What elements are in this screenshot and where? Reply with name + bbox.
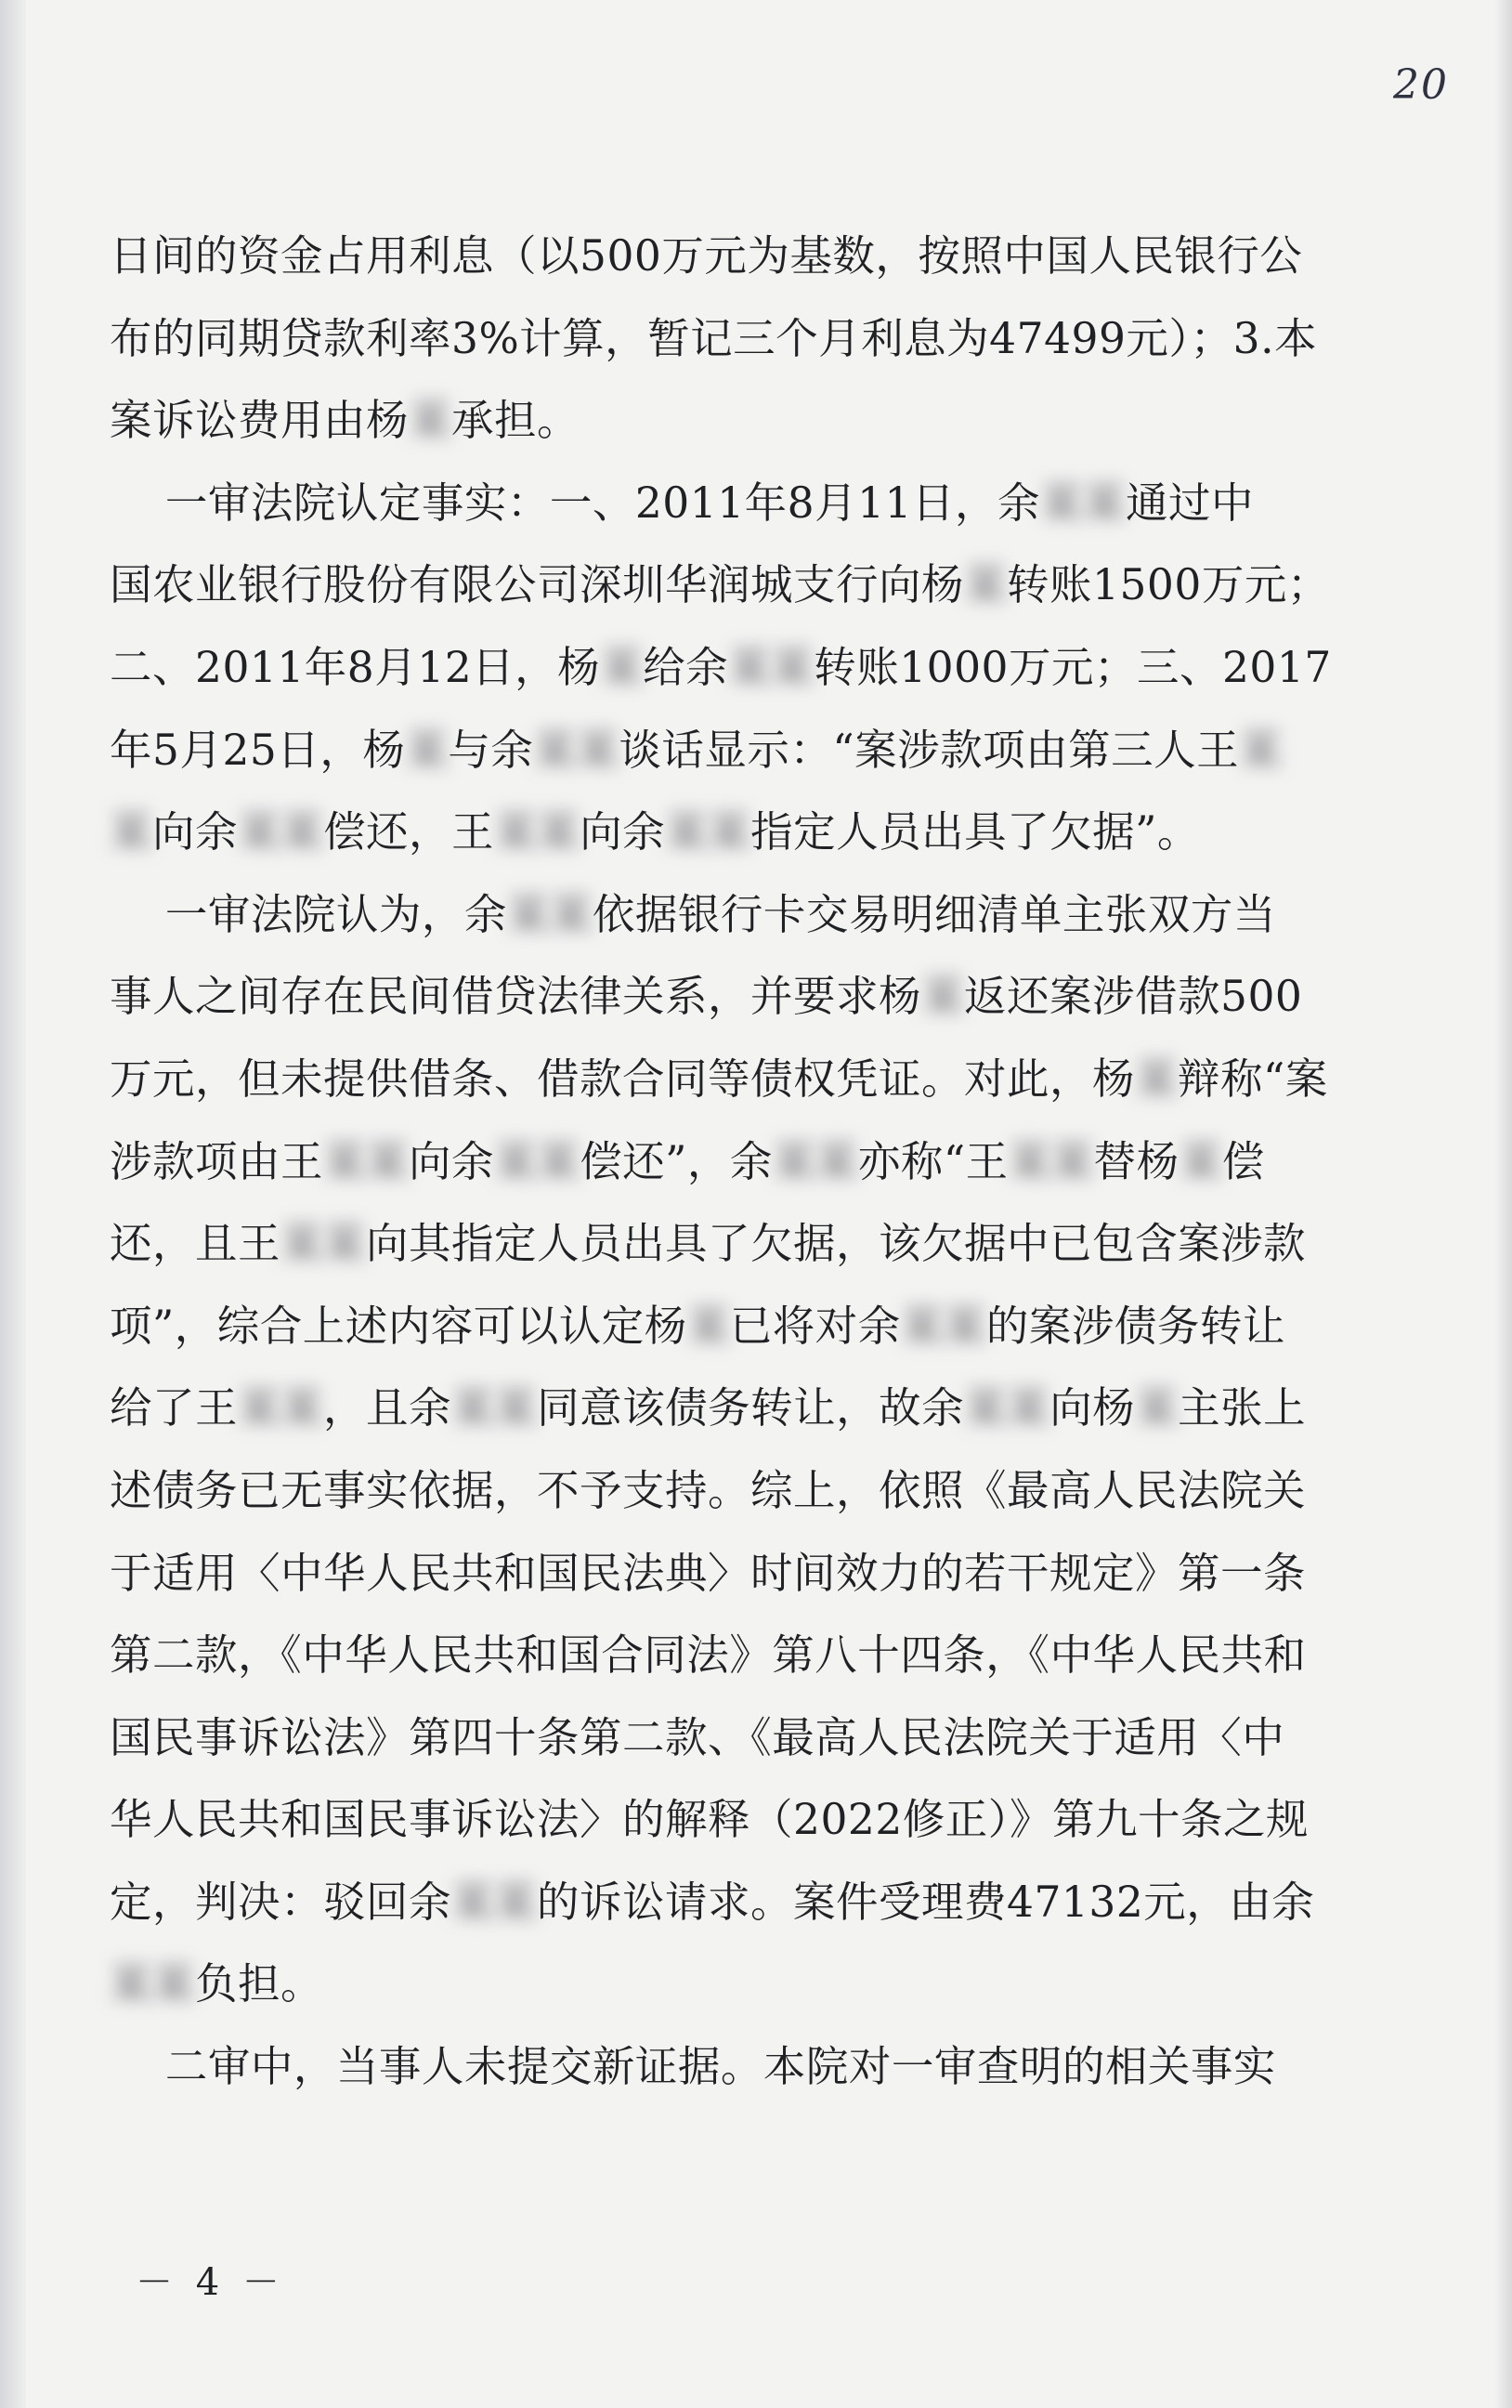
redacted-name: 某某 <box>1040 478 1127 528</box>
text-line <box>110 1615 1317 1697</box>
text-segment: 偿还”，余 <box>580 1136 773 1186</box>
text-segment: 一审法院认定事实：一、2011年8月11日，余 <box>110 478 1040 528</box>
text-segment: 亦称“王 <box>857 1136 1009 1186</box>
redacted-name: 某某 <box>238 1383 324 1433</box>
redacted-name: 某 <box>405 725 449 775</box>
redacted-name: 某 <box>964 560 1008 610</box>
text-segment: 向其指定人员出具了欠据，该欠据中已包含案涉款 <box>366 1219 1307 1269</box>
text-segment: 年5月25日，杨 <box>110 725 406 775</box>
text-segment: 案诉讼费用由杨 <box>110 396 410 446</box>
redacted-name: 某某 <box>494 1136 580 1186</box>
redacted-name: 某某 <box>964 1383 1050 1433</box>
text-segment: 转账1500万元； <box>1007 560 1330 610</box>
redacted-name: 某某 <box>280 1219 367 1269</box>
text-segment: 同意该债务转让，故余 <box>537 1383 965 1433</box>
text-line <box>110 1286 1317 1368</box>
text-segment: 项”，综合上述内容可以认定杨 <box>110 1301 687 1351</box>
text-segment: 述债务已无事实依据，不予支持。综上，依照《最高人民法院关 <box>110 1465 1307 1515</box>
text-line <box>110 1862 1317 1944</box>
redacted-name: 某某 <box>451 1383 538 1433</box>
text-line <box>110 1450 1317 1533</box>
handwritten-page-number: 20 <box>1393 61 1449 109</box>
text-line <box>110 544 1330 627</box>
text-line <box>110 1533 1317 1616</box>
text-segment: 辩称“案 <box>1178 1054 1328 1104</box>
text-segment: 一审法院认为，余 <box>110 889 507 939</box>
redacted-name: 某 <box>1239 725 1283 775</box>
text-line <box>110 627 1332 710</box>
scan-right-edge-shadow <box>1495 0 1512 2408</box>
redacted-name: 某 <box>686 1301 730 1351</box>
redacted-name: 某某 <box>323 1136 410 1186</box>
text-segment: 的诉讼请求。案件受理费47132元，由余 <box>537 1877 1315 1927</box>
text-segment: 偿还，王 <box>323 807 495 857</box>
text-line <box>110 1697 1317 1780</box>
redacted-name: 某某 <box>110 1959 196 2009</box>
text-line <box>110 463 1317 545</box>
text-segment: 与余 <box>448 725 534 775</box>
redacted-name: 某某 <box>665 807 751 857</box>
text-segment: 定，判决：驳回余 <box>110 1877 452 1927</box>
text-segment: 二审中，当事人未提交新证据。本院对一审查明的相关事实 <box>110 2042 1276 2092</box>
redacted-name: 某某 <box>728 642 815 692</box>
text-segment: 向余 <box>580 807 666 857</box>
text-line <box>110 792 1317 874</box>
text-segment: 依据银行卡交易明细清单主张双方当 <box>592 889 1276 939</box>
text-line <box>110 1039 1328 1121</box>
text-segment: 给了王 <box>110 1383 239 1433</box>
judgment-body-text <box>110 216 1332 2109</box>
text-segment: 谈话显示：“案涉款项由第三人王 <box>619 725 1240 775</box>
redacted-name: 某 <box>600 642 644 692</box>
redacted-name: 某某 <box>494 807 580 857</box>
redacted-name: 某某 <box>451 1877 538 1927</box>
text-segment: ，且余 <box>323 1383 452 1433</box>
text-segment: 事人之间存在民间借贷法律关系，并要求杨 <box>110 972 922 1022</box>
redacted-name: 某 <box>409 396 452 446</box>
text-segment: 华人民共和国民事诉讼法〉的解释（2022修正）》第九十条之规 <box>110 1795 1310 1845</box>
text-line <box>110 710 1317 792</box>
text-segment: 主张上 <box>1178 1383 1307 1433</box>
text-segment: 涉款项由王 <box>110 1136 324 1186</box>
text-segment: 国民事诉讼法》第四十条第二款、《最高人民法院关于适用〈中 <box>110 1712 1285 1762</box>
text-segment: 日间的资金占用利息（以500万元为基数，按照中国人民银行公 <box>110 231 1303 281</box>
text-line <box>110 216 1317 298</box>
redacted-name: 某某 <box>533 725 619 775</box>
text-segment: 布的同期贷款利率3%计算，暂记三个月利息为47499元）；3.本 <box>110 313 1318 363</box>
text-line <box>110 2026 1317 2109</box>
text-segment: 转账1000万元；三、2017 <box>814 642 1332 692</box>
text-segment: 指定人员出具了欠据”。 <box>750 807 1200 857</box>
text-line <box>110 1203 1317 1286</box>
footer-page-number: － 4 － <box>136 2261 285 2304</box>
text-segment: 向余 <box>409 1136 495 1186</box>
text-segment: 替杨 <box>1093 1136 1180 1186</box>
redacted-name: 某 <box>1135 1383 1179 1433</box>
text-segment: 已将对余 <box>729 1301 901 1351</box>
text-segment: 负担。 <box>195 1959 324 2009</box>
text-segment: 于适用〈中华人民共和国民法典〉时间效力的若干规定》第一条 <box>110 1548 1307 1598</box>
text-segment: 万元，但未提供借条、借款合同等债权凭证。对此，杨 <box>110 1054 1136 1104</box>
text-segment: 的案涉债务转让 <box>985 1301 1285 1351</box>
text-segment: 向杨 <box>1049 1383 1136 1433</box>
text-segment: 承担。 <box>451 396 580 446</box>
redacted-name: 某某 <box>900 1301 986 1351</box>
text-line <box>110 874 1317 957</box>
redacted-name: 某 <box>921 972 965 1022</box>
redacted-name: 某某 <box>238 807 324 857</box>
text-segment: 向余 <box>152 807 239 857</box>
text-segment: 返还案涉借款500 <box>964 972 1303 1022</box>
redacted-name: 某 <box>1179 1136 1222 1186</box>
text-line <box>110 298 1317 381</box>
text-segment: 二、2011年8月12日，杨 <box>110 642 601 692</box>
text-segment: 给余 <box>643 642 729 692</box>
scan-left-edge-shadow <box>0 0 26 2408</box>
text-segment: 通过中 <box>1126 478 1255 528</box>
redacted-name: 某某 <box>506 889 593 939</box>
text-segment: 国农业银行股份有限公司深圳华润城支行向杨 <box>110 560 965 610</box>
text-line <box>110 1368 1317 1450</box>
text-segment: 偿 <box>1221 1136 1265 1186</box>
text-segment: 第二款，《中华人民共和国合同法》第八十四条，《中华人民共和 <box>110 1630 1307 1681</box>
text-line <box>110 1943 1317 2026</box>
text-line <box>110 1779 1317 1862</box>
text-line <box>110 1121 1317 1204</box>
redacted-name: 某 <box>110 807 153 857</box>
text-line <box>110 380 1317 463</box>
text-line <box>110 956 1317 1039</box>
redacted-name: 某 <box>1135 1054 1179 1104</box>
redacted-name: 某某 <box>1008 1136 1094 1186</box>
redacted-name: 某某 <box>772 1136 858 1186</box>
text-segment: 还，且王 <box>110 1219 281 1269</box>
